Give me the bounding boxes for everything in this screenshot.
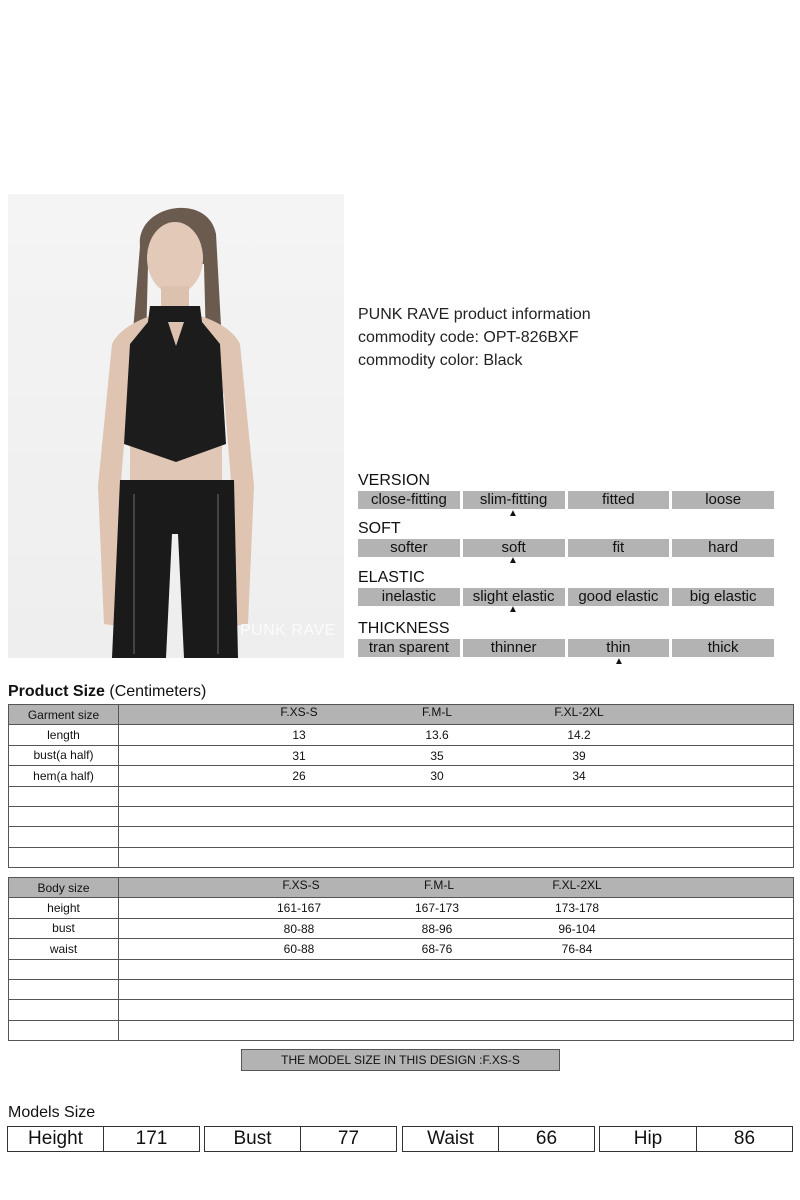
measure-value: 86 — [697, 1126, 793, 1152]
attr-title: ELASTIC — [358, 569, 425, 586]
cell-value: 31 — [292, 748, 306, 763]
size-column-header: F.M-L — [424, 878, 454, 892]
attr-option: softer — [358, 539, 460, 557]
attr-options — [358, 491, 774, 509]
empty-row — [9, 786, 794, 806]
attr-version — [358, 472, 774, 509]
attr-option: inelastic — [358, 588, 460, 606]
measure-value: 77 — [301, 1126, 397, 1152]
row-label: hem(a half) — [9, 766, 119, 786]
attr-options — [358, 539, 774, 557]
attr-options — [358, 588, 774, 606]
attr-option: good elastic — [568, 588, 670, 606]
measure-label: Waist — [402, 1126, 499, 1152]
cell-value: 13.6 — [425, 728, 449, 743]
cell-value: 39 — [572, 748, 586, 763]
row-label: bust(a half) — [9, 745, 119, 765]
model-measure-height — [7, 1126, 200, 1152]
measure-label: Height — [7, 1126, 104, 1152]
row-label: height — [9, 898, 119, 918]
cell-value: 14.2 — [567, 728, 591, 743]
cell-value: 80-88 — [283, 921, 315, 936]
model-measure-bust — [204, 1126, 397, 1152]
product-size-label: Product Size — [8, 683, 105, 700]
empty-row — [9, 979, 794, 999]
size-column-header: F.XL-2XL — [552, 878, 602, 892]
row-label: length — [9, 725, 119, 745]
cell-value: 34 — [572, 769, 586, 784]
models-size-title: Models Size — [8, 1104, 96, 1121]
selected-marker-icon: ▲ — [614, 656, 624, 667]
cell-value: 30 — [430, 769, 444, 784]
garment-size-table — [8, 704, 794, 868]
attr-option: loose — [672, 491, 774, 509]
cell-value: 26 — [292, 769, 306, 784]
attr-option: fit — [568, 539, 670, 557]
cell-value: 13 — [292, 728, 306, 743]
measure-label: Bust — [204, 1126, 301, 1152]
measure-label: Hip — [599, 1126, 697, 1152]
attr-option: thin — [568, 639, 670, 657]
attr-title: SOFT — [358, 520, 401, 537]
cell-value: 88-96 — [421, 921, 453, 936]
attr-elastic — [358, 569, 774, 606]
attr-soft — [358, 520, 774, 557]
table-row — [9, 939, 794, 959]
cell-value: 161-167 — [276, 901, 322, 916]
empty-row — [9, 1000, 794, 1020]
cell-value: 76-84 — [561, 942, 593, 957]
model-illustration — [8, 194, 344, 658]
size-column-header: F.XL-2XL — [554, 705, 604, 719]
attr-option: close-fitting — [358, 491, 460, 509]
info-color-line: commodity color: Black — [358, 352, 523, 369]
body-size-table — [8, 877, 794, 1041]
size-column-header: F.M-L — [422, 705, 452, 719]
cell-value: 35 — [430, 748, 444, 763]
table-header-row — [9, 878, 794, 898]
empty-row — [9, 806, 794, 826]
product-size-title — [8, 683, 206, 701]
attr-option: thick — [672, 639, 774, 657]
selected-marker-icon: ▲ — [508, 508, 518, 519]
attr-option: slight elastic — [463, 588, 565, 606]
attr-option: tran sparent — [358, 639, 460, 657]
info-code-line: commodity code: OPT-826BXF — [358, 329, 579, 346]
size-column-header: F.XS-S — [280, 705, 318, 719]
table-header-label: Garment size — [9, 705, 119, 725]
cell-value: 167-173 — [414, 901, 460, 916]
measure-value: 171 — [104, 1126, 200, 1152]
info-brand-line: PUNK RAVE product information — [358, 306, 591, 323]
row-label: bust — [9, 918, 119, 938]
empty-row — [9, 959, 794, 979]
model-measure-waist — [402, 1126, 595, 1152]
attr-options — [358, 639, 774, 657]
empty-row — [9, 847, 794, 867]
cell-value: 173-178 — [554, 901, 600, 916]
selected-marker-icon: ▲ — [508, 555, 518, 566]
product-info — [358, 303, 591, 372]
empty-row — [9, 1020, 794, 1040]
cell-value: 60-88 — [283, 942, 315, 957]
watermark-text: PUNK RAVE — [240, 622, 336, 639]
model-measure-hip — [599, 1126, 793, 1152]
table-row — [9, 918, 794, 938]
attr-title: THICKNESS — [358, 620, 450, 637]
attr-option: fitted — [568, 491, 670, 509]
cell-value: 68-76 — [421, 942, 453, 957]
attr-option: hard — [672, 539, 774, 557]
table-header-row — [9, 705, 794, 725]
attr-option: thinner — [463, 639, 565, 657]
table-row — [9, 898, 794, 918]
attr-option: big elastic — [672, 588, 774, 606]
measure-value: 66 — [499, 1126, 595, 1152]
cell-value: 96-104 — [558, 921, 596, 936]
attr-title: VERSION — [358, 472, 431, 489]
attr-thickness — [358, 620, 774, 657]
attr-option: soft — [463, 539, 565, 557]
table-row — [9, 766, 794, 786]
attr-option: slim-fitting — [463, 491, 565, 509]
product-size-unit: (Centimeters) — [109, 683, 207, 700]
empty-row — [9, 827, 794, 847]
selected-marker-icon: ▲ — [508, 604, 518, 615]
table-row — [9, 725, 794, 745]
table-header-label: Body size — [9, 878, 119, 898]
table-row — [9, 745, 794, 765]
size-column-header: F.XS-S — [282, 878, 320, 892]
row-label: waist — [9, 939, 119, 959]
model-size-banner: THE MODEL SIZE IN THIS DESIGN :F.XS-S — [241, 1049, 560, 1071]
product-photo — [8, 194, 344, 658]
